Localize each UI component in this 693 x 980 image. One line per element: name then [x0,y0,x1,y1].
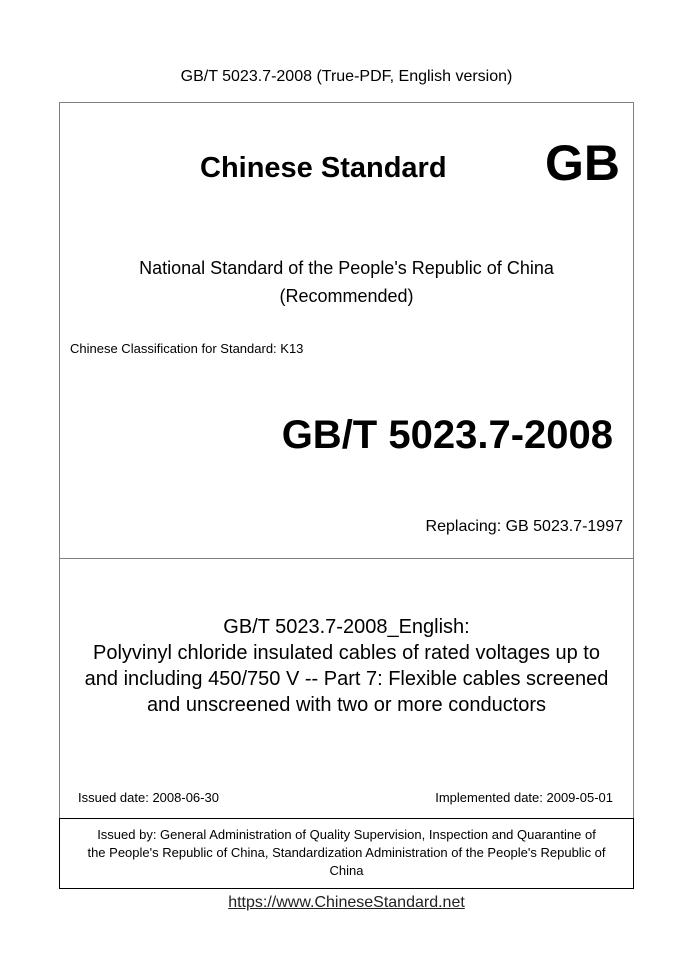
standard-number: GB/T 5023.7-2008 [281,413,613,457]
english-title-line-1: GB/T 5023.7-2008_English: [223,616,470,638]
implemented-date: Implemented date: 2009-05-01 [435,790,613,805]
issued-date: Issued date: 2008-06-30 [78,790,219,805]
english-title-line-2: Polyvinyl chloride insulated cables of rated voltages up to [93,642,600,664]
national-line-2: (Recommended) [279,286,414,306]
cover-frame [59,102,634,889]
english-title-line-3: and including 450/750 V -- Part 7: Flexible cables screened [84,668,609,690]
english-title-block [59,614,634,718]
website-link[interactable]: https://www.ChineseStandard.net [228,894,465,911]
gb-mark: GB [545,135,620,191]
issuer-line-1: Issued by: General Administration of Quality Supervision, Inspection and Quarantine of [97,827,596,842]
national-standard-heading [59,254,634,310]
issuer-line-2: the People's Republic of China, Standardization Administration of the People's Republic of [87,845,606,860]
classification: Chinese Classification for Standard: K13 [70,341,304,356]
document-header: GB/T 5023.7-2008 (True-PDF, English version) [180,68,513,85]
issuer-line-3: China [329,863,364,878]
section-divider [59,558,634,559]
issuer-text [62,826,631,880]
english-title-line-4: and unscreened with two or more conductors [146,694,547,716]
national-line-1: National Standard of the People's Republic of China [139,258,554,278]
replacing-note: Replacing: GB 5023.7-1997 [425,518,623,535]
standard-title: Chinese Standard [200,152,447,184]
